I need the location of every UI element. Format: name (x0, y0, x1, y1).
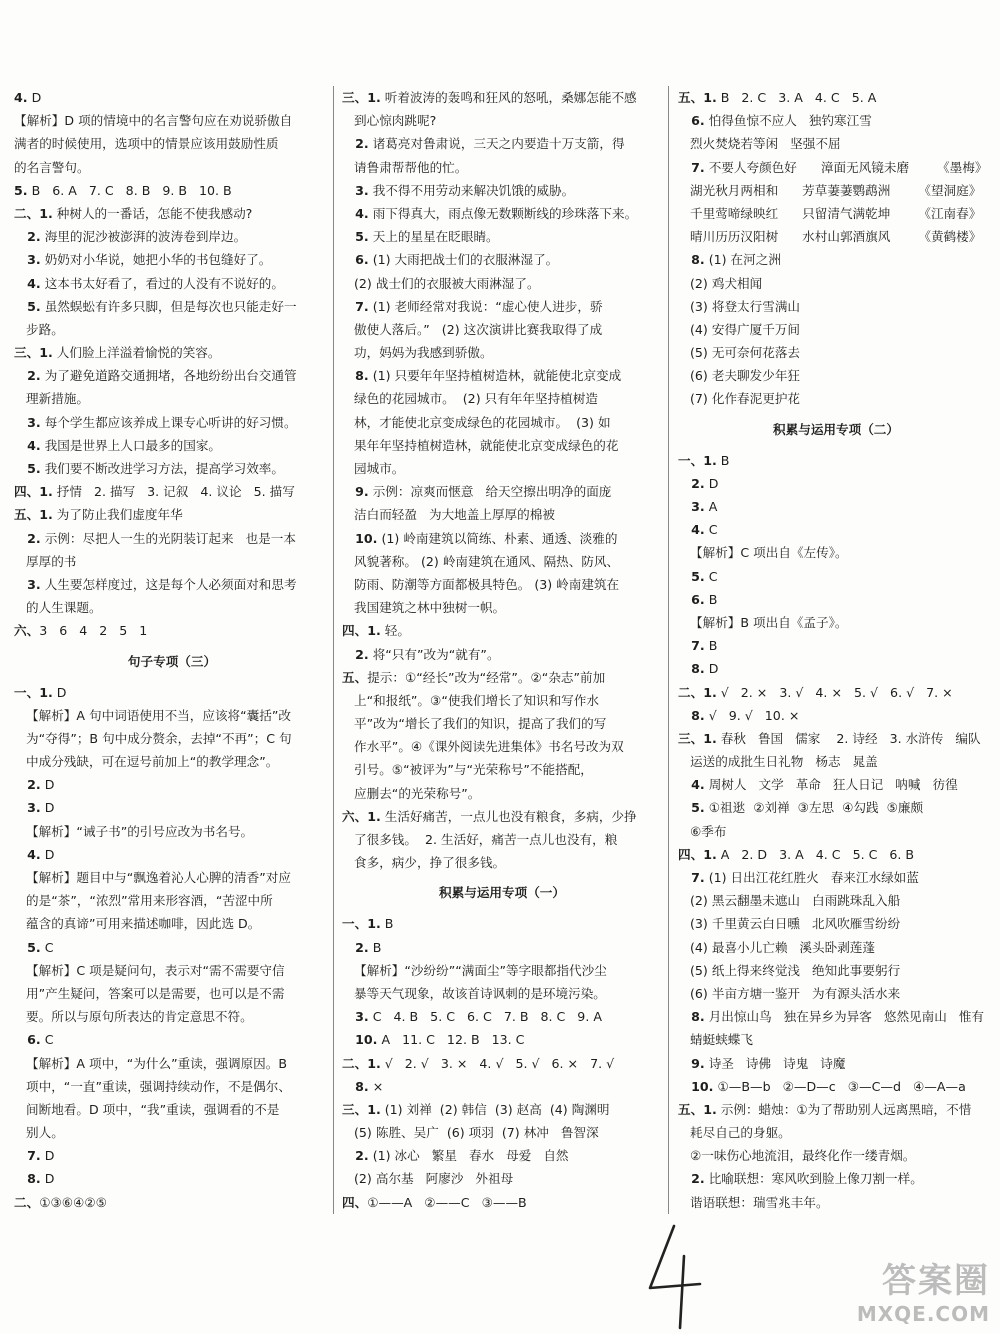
answer-line: (2) 战士们的衣服被大雨淋湿了。 (342, 275, 540, 291)
answer-line: 5. 我们要不断改进学习方法，提高学习效率。 (14, 461, 284, 476)
answer-line: 三、1. 听着波涛的轰鸣和狂风的怒吼，桑娜怎能不感 (342, 90, 637, 105)
answer-line: 4. 我国是世界上人口最多的国家。 (14, 437, 222, 453)
answer-line: (6) 半亩方塘一鉴开 为有源头活水来 (678, 985, 901, 1001)
answer-line: 9. 诗圣 诗佛 诗鬼 诗魔 (678, 1055, 846, 1071)
answer-line: (3) 千里黄云白日曛 北风吹雁雪纷纷 (678, 916, 901, 932)
answer-line: (4) 最喜小儿亡赖 溪头卧剥莲蓬 (678, 939, 875, 955)
answer-line: 8. (1) 在河之洲 (678, 252, 781, 268)
answer-line: 洁白而轻盈 为大地盖上厚厚的棉被 (342, 507, 555, 523)
answer-line: 【解析】A 句中词语使用不当，应该将“囊括”改 (14, 707, 291, 723)
answer-line: 间断地看。D 项中，“我”重读，强调看的不是 (14, 1101, 280, 1117)
answer-line: 8. √ 9. √ 10. × (678, 707, 800, 723)
answer-line: 千里莺啼绿映红 只留清气满乾坤 《江南春》 (678, 205, 982, 221)
answer-column-middle (342, 86, 662, 1214)
answer-line: 三、1. 人们脸上洋溢着愉悦的笑容。 (14, 345, 221, 361)
answer-line: 理新措施。 (14, 391, 89, 407)
answer-line: (5) 纸上得来终觉浅 绝知此事要躬行 (678, 962, 901, 978)
answer-line: 【解析】“诫子书”的引号应改为书名号。 (14, 823, 254, 839)
answer-line: 中成分残缺，可在逗号前加上“的教学理念”。 (14, 754, 279, 770)
answer-line: 2. 示例：尽把人一生的光阴装订起来 也是一本 (14, 530, 296, 546)
answer-line: 运送的成批生日礼物 杨志 晁盖 (678, 754, 878, 770)
column-divider (668, 86, 669, 1214)
answer-line: 防雨、防潮等方面都极具特色。 (3) 岭南建筑在 (342, 576, 620, 592)
answer-line: 【解析】题目中与“飘逸着沁人心脾的清香”对应 (14, 870, 291, 885)
answer-line: 7. D (14, 1148, 55, 1164)
answer-line: 一、1. B (678, 452, 730, 468)
answer-line: 谐语联想：瑞雪兆丰年。 (678, 1194, 829, 1210)
answer-line: 5. 天上的星星在眨眼睛。 (342, 229, 499, 245)
answer-line: 林，才能使北京变成绿色的花园城市。 (3) 如 (342, 414, 611, 430)
answer-line: 2. D (678, 475, 719, 491)
answer-line: 步路。 (14, 321, 64, 337)
answer-line: (6) 老夫聊发少年狂 (678, 368, 801, 384)
answer-line: 3. D (14, 800, 55, 816)
answer-line: 【解析】“沙纷纷”“满面尘”等字眼都指代沙尘 (342, 962, 607, 978)
answer-line: 4. D (14, 90, 42, 105)
answer-line: (5) 无可奈何花落去 (678, 345, 801, 361)
answer-line: 晴川历历汉阳树 水村山郭酒旗风 《黄鹤楼》 (678, 229, 982, 245)
answer-line: 项中，“一直”重读，强调持续动作，不是偶尔、 (14, 1078, 291, 1094)
answer-line: 六、3 6 4 2 5 1 (14, 623, 148, 639)
answer-line: 4. 雨下得真大，雨点像无数颗断线的珍珠落下来。 (342, 205, 638, 221)
answer-line: 二、1. 种树人的一番话，怎能不使我感动? (14, 205, 253, 221)
answer-line: 5. ①祖逖 ②刘禅 ③左思 ④勾践 ⑤廉颇 (678, 800, 924, 816)
answer-line: 2. 为了避免道路交通拥堵，各地纷纷出台交通管 (14, 368, 297, 384)
answer-line: 6. C (14, 1032, 54, 1048)
answer-line: 3. 人生要怎样度过，这是每个人必须面对和思考 (14, 576, 297, 592)
answer-line: 用”产生疑问，答案可以是需要，也可以是不需 (14, 985, 285, 1001)
answer-line: 2. 比喻联想：寒风吹到脸上像刀割一样。 (678, 1171, 923, 1187)
answer-line: 二、1. √ 2. × 3. √ 4. × 5. √ 6. √ 7. × (678, 684, 953, 700)
answer-line: 8. (1) 只要年年坚持植树造林，就能使北京变成 (342, 368, 622, 384)
answer-line: 二、1. √ 2. √ 3. × 4. √ 5. √ 6. × 7. √ (342, 1055, 615, 1071)
answer-line: 的人生课题。 (14, 600, 102, 616)
answer-line: 要。所以与原句所表达的肯定意思不符。 (14, 1009, 253, 1025)
answer-line: (3) 将登太行雪满山 (678, 298, 801, 314)
answer-column-right (678, 86, 994, 1214)
answer-line: 二、①③⑥④②⑤ (14, 1194, 107, 1210)
section-title: 积累与运用专项（二） (773, 421, 899, 437)
answer-line: 3. A (678, 499, 718, 514)
answer-line: 2. D (14, 777, 55, 793)
answer-line: 6. B (678, 591, 718, 607)
answer-line: 厚厚的书 (14, 553, 77, 569)
answer-line: 5. 虽然蜈蚣有许多只脚，但是每次也只能走好一 (14, 298, 297, 314)
answer-line: 蜻蜓蛱蝶飞 (678, 1032, 753, 1048)
answer-line: 4. C (678, 522, 718, 538)
answer-line: 应删去“的光荣称号”。 (342, 785, 481, 801)
answer-line: 【解析】C 项是疑问句，表示对“需不需要守信 (14, 962, 285, 978)
answer-line: 3. 我不得不用劳动来解决饥饿的威胁。 (342, 182, 575, 198)
answer-line: 10. (1) 岭南建筑以简练、朴素、通透、淡雅的 (342, 530, 618, 546)
answer-line: (2) 黑云翻墨未遮山 白雨跳珠乱入船 (678, 893, 901, 909)
answer-line: 四、1. 轻。 (342, 623, 410, 639)
answer-line: 四、1. A 2. D 3. A 4. C 5. C 6. B (678, 846, 915, 862)
answer-line: 5. B 6. A 7. C 8. B 9. B 10. B (14, 182, 232, 198)
answer-line: 六、1. 生活好痛苦，一点儿也没有粮食，多病，少挣 (342, 808, 637, 824)
answer-line: 9. 示例：凉爽而惬意 给天空擦出明净的面庞 (342, 484, 612, 500)
answer-line: 2. 将“只有”改为“就有”。 (342, 646, 500, 662)
section-title: 积累与运用专项（一） (439, 885, 565, 901)
answer-line: 3. C 4. B 5. C 6. C 7. B 8. C 9. A (342, 1009, 602, 1025)
answer-line: 2. (1) 冰心 繁星 春水 母爱 自然 (342, 1148, 569, 1164)
answer-line: 【解析】D 项的情境中的名言警句应在劝说骄傲自 (14, 113, 293, 129)
answer-line: 食多，病少，挣了很多钱。 (342, 855, 506, 871)
answer-line: ②一味伤心地流泪，最终化作一缕青烟。 (678, 1148, 916, 1164)
answer-line: 四、①——A ②——C ③——B (342, 1194, 527, 1210)
answer-line: 4. 这本书太好看了，看过的人没有不说好的。 (14, 275, 284, 291)
answer-line: 五、1. 为了防止我们虚度年华 (14, 507, 183, 523)
answer-line: 2. 诸葛亮对鲁肃说，三天之内要造十万支箭，得 (342, 136, 625, 152)
answer-line: 7. B (678, 638, 718, 654)
answer-line: 的名言警句。 (14, 159, 90, 175)
answer-line: 8. × (342, 1078, 384, 1094)
answer-line: 8. 月出惊山鸟 独在异乡为异客 悠然见南山 惟有 (678, 1009, 985, 1025)
watermark-url: MXQE.COM (856, 1302, 990, 1326)
answer-line: 傲使人落后。” (2) 这次演讲比赛我取得了成 (342, 321, 603, 337)
answer-line: 功，妈妈为我感到骄傲。 (342, 345, 493, 361)
watermark-title: 答案圈 (882, 1261, 990, 1301)
handwritten-page-number (640, 1222, 710, 1330)
answer-line: 7. (1) 日出江花红胜火 春来江水绿如蓝 (678, 870, 919, 885)
answer-line: 暴等天气现象，故该首诗讽刺的是环境污染。 (342, 985, 606, 1001)
answer-line: 风貌著称。 (2) 岭南建筑在通风、隔热、防风、 (342, 553, 620, 569)
answer-line: 2. B (342, 939, 382, 955)
answer-line: 园城市。 (342, 461, 405, 476)
answer-line: 8. D (14, 1171, 55, 1187)
answer-line: (5) 陈胜、吴广 (6) 项羽 (7) 林冲 鲁智深 (342, 1125, 599, 1141)
answer-line: 引号。⑤“被评为”与“光荣称号”不能搭配， (342, 762, 593, 778)
answer-line: 湖光秋月两相和 芳草萋萋鹦鹉洲 《望洞庭》 (678, 182, 982, 198)
answer-line: 10. ①—B—b ②—D—c ③—C—d ④—A—a (678, 1078, 966, 1094)
answer-line: 上“和报纸”。③“使我们增长了知识和写作水 (342, 692, 599, 708)
answer-column-left (14, 86, 330, 1214)
answer-line: (2) 鸡犬相闻 (678, 275, 763, 291)
answer-line: 10. A 11. C 12. B 13. C (342, 1032, 525, 1048)
answer-line: 3. 每个学生都应该养成上课专心听讲的好习惯。 (14, 414, 297, 430)
answer-line: 5. C (14, 939, 54, 955)
answer-line: 五、1. 示例：蜡烛：①为了帮助别人远离黑暗，不惜 (678, 1101, 972, 1117)
answer-line: 作水平”。④《课外阅读先进集体》书名号改为双 (342, 739, 624, 755)
answer-line: (7) 化作春泥更护花 (678, 391, 801, 407)
column-divider (333, 86, 334, 1214)
answer-line: 【解析】C 项出自《左传》。 (678, 545, 848, 561)
answer-line: 一、1. D (14, 684, 67, 700)
answer-line: 满者的时候使用，选项中的情景应该用鼓励性质 (14, 136, 279, 152)
answer-line: 为“夺得”；B 句中成分赘余，去掉“不再”；C 句 (14, 730, 292, 746)
answer-line: 3. 奶奶对小华说，她把小华的书包缝好了。 (14, 252, 272, 268)
answer-line: (4) 安得广厦千万间 (678, 321, 801, 337)
answer-line: 5. C (678, 568, 718, 584)
answer-line: 一、1. B (342, 916, 394, 932)
section-title: 句子专项（三） (127, 653, 217, 669)
answer-line: 4. 周树人 文学 革命 狂人日记 呐喊 彷徨 (678, 777, 958, 793)
answer-line: 7. 不要人夸颜色好 漳面无风镜未磨 《墨梅》 (678, 159, 988, 175)
answer-line: 耗尽自己的身躯。 (678, 1125, 791, 1141)
answer-line: 6. (1) 大雨把战士们的衣服淋湿了。 (342, 252, 559, 268)
answer-line: 2. 海里的泥沙被澎湃的波涛卷到岸边。 (14, 229, 247, 245)
answer-line: 请鲁肃帮帮他的忙。 (342, 159, 468, 175)
answer-line: 7. (1) 老师经常对我说：“虚心使人进步，骄 (342, 298, 603, 314)
answer-line: 8. D (678, 661, 719, 677)
answer-line: 6. 怕得鱼惊不应人 独钓寒江雪 (678, 113, 872, 129)
answer-line: 三、1. 春秋 鲁国 儒家 2. 诗经 3. 水浒传 编队 (678, 730, 981, 746)
answer-line: (2) 高尔基 阿廖沙 外祖母 (342, 1171, 514, 1187)
answer-line: 我国建筑之林中独树一帜。 (342, 600, 506, 616)
watermark (857, 1253, 990, 1326)
answer-line: 四、1. 抒情 2. 描写 3. 记叙 4. 议论 5. 描写 (14, 484, 295, 500)
answer-line: 4. D (14, 846, 55, 862)
answer-line: 【解析】B 项出自《孟子》。 (678, 614, 848, 630)
answer-line: 到心惊肉跳呢? (342, 113, 437, 129)
answer-line: 了很多钱。 2. 生活好，痛苦一点儿也没有，粮 (342, 832, 618, 847)
answer-line: 五、1. B 2. C 3. A 4. C 5. A (678, 90, 877, 105)
answer-line: 的是“茶”，“浓烈”常用来形容酒，“苦涩中所 (14, 893, 273, 909)
answer-line: ⑥季布 (678, 823, 727, 839)
answer-line: 蕴含的真谛”可用来描述咖啡，因此选 D。 (14, 916, 261, 932)
answer-line: 绿色的花园城市。 (2) 只有年年坚持植树造 (342, 391, 598, 407)
answer-line: 三、1. (1) 刘禅 (2) 韩信 (3) 赵高 (4) 陶渊明 (342, 1101, 610, 1117)
answer-line: 五、提示：①“经长”改为“经常”。②“杂志”前加 (342, 669, 606, 685)
answer-line: 别人。 (14, 1125, 64, 1141)
answer-line: 平”改为“增长了我们的知识，提高了我们的写 (342, 716, 607, 732)
answer-line: 【解析】A 项中，“为什么”重读，强调原因。B (14, 1055, 288, 1071)
answer-line: 烈火焚烧若等闲 坚强不屈 (678, 136, 841, 152)
answer-line: 果年年坚持植树造林，就能使北京变成绿色的花 (342, 437, 619, 453)
